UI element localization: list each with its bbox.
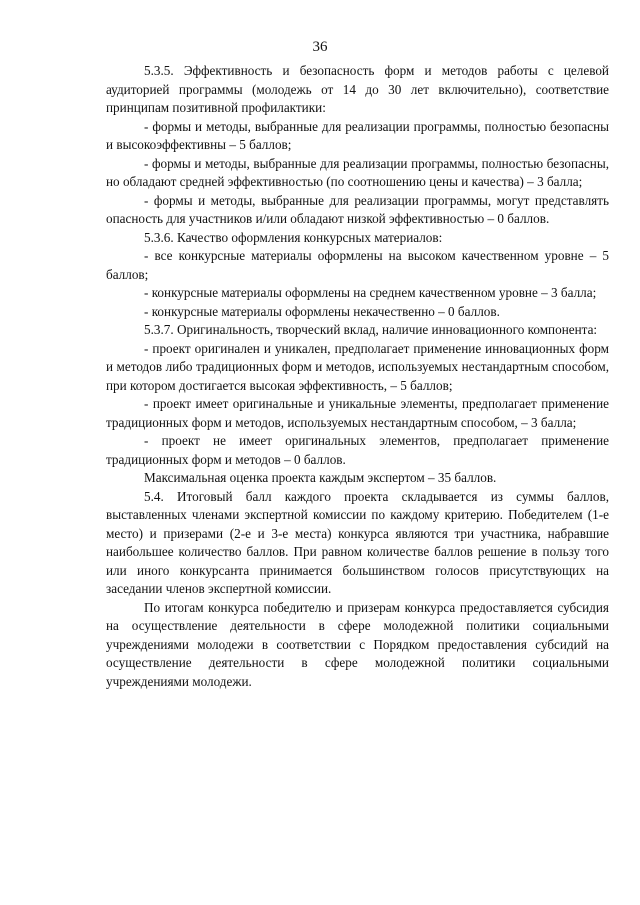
- criterion-5-3-5-option-3: - формы и методы, выбранные для реализации программы, полностью безопасны, но обладают средней эффективностью (по соотношению цены и качества) – 3 балла;: [106, 155, 609, 189]
- criterion-5-3-7-option-5: - проект оригинален и уникален, предполагает применение инновационных форм и методов либо традиционных форм и методов, используемых нестандартным способом, при котором достигается высокая эффективность, – 5 баллов;: [106, 340, 609, 393]
- criterion-5-3-5-option-0: - формы и методы, выбранные для реализации программы, могут представлять опасность для участников и/или обладают низкой эффективностью – 0 баллов.: [106, 192, 609, 226]
- criterion-5-3-6-option-3: - конкурсные материалы оформлены на среднем качественном уровне – 3 балла;: [144, 285, 597, 300]
- paragraph-5-3-7: 5.3.7. Оригинальность, творческий вклад, наличие инновационного компонента:: [144, 322, 598, 337]
- document-body: [106, 62, 609, 691]
- paragraph-5-3-6: 5.3.6. Качество оформления конкурсных материалов:: [144, 229, 443, 245]
- max-score-paragraph: Максимальная оценка проекта каждым экспертом – 35 баллов.: [144, 470, 497, 485]
- paragraph-5-4: 5.4. Итоговый балл каждого проекта складывается из суммы баллов, выставленных членами экспертной комиссии по каждому критерию. Победителем (1-е место) и призерами (2-е и 3-е места) конкурса являются три участника, набравшие наибольшее количество баллов. При равном количестве баллов решение в пользу того или иного конкурсанта принимается большинством голосов присутствующих на заседании членов экспертной комиссии.: [106, 488, 609, 596]
- page-number: 36: [312, 39, 328, 55]
- criterion-5-3-5-option-5: - формы и методы, выбранные для реализации программы, полностью безопасны и высокоэффективны – 5 баллов;: [106, 118, 609, 152]
- paragraph-5-3-5: 5.3.5. Эффективность и безопасность форм и методов работы с целевой аудиторией программы (молодежь от 14 до 30 лет включительно), соответствие принципам позитивной профилактики:: [106, 63, 609, 115]
- criterion-5-3-7-option-3: - проект имеет оригинальные и уникальные элементы, предполагает применение традиционных форм и методов, используемых нестандартным способом, – 3 балла;: [106, 396, 609, 430]
- criterion-5-3-6-option-0: - конкурсные материалы оформлены некачественно – 0 баллов.: [144, 303, 500, 319]
- criterion-5-3-7-option-0: - проект не имеет оригинальных элементов, предполагает применение традиционных форм и методов – 0 баллов.: [106, 433, 609, 467]
- criterion-5-3-6-option-5: - все конкурсные материалы оформлены на высоком качественном уровне – 5 баллов;: [106, 248, 609, 282]
- subsidy-paragraph: По итогам конкурса победителю и призерам конкурса предоставляется субсидия на осуществление деятельности в сфере молодежной политики социальными учреждениями молодежи в соответствии с Порядком предоставления субсидий на осуществление деятельности в сфере молодежной политики социальными учреждениями молодежи.: [106, 599, 609, 689]
